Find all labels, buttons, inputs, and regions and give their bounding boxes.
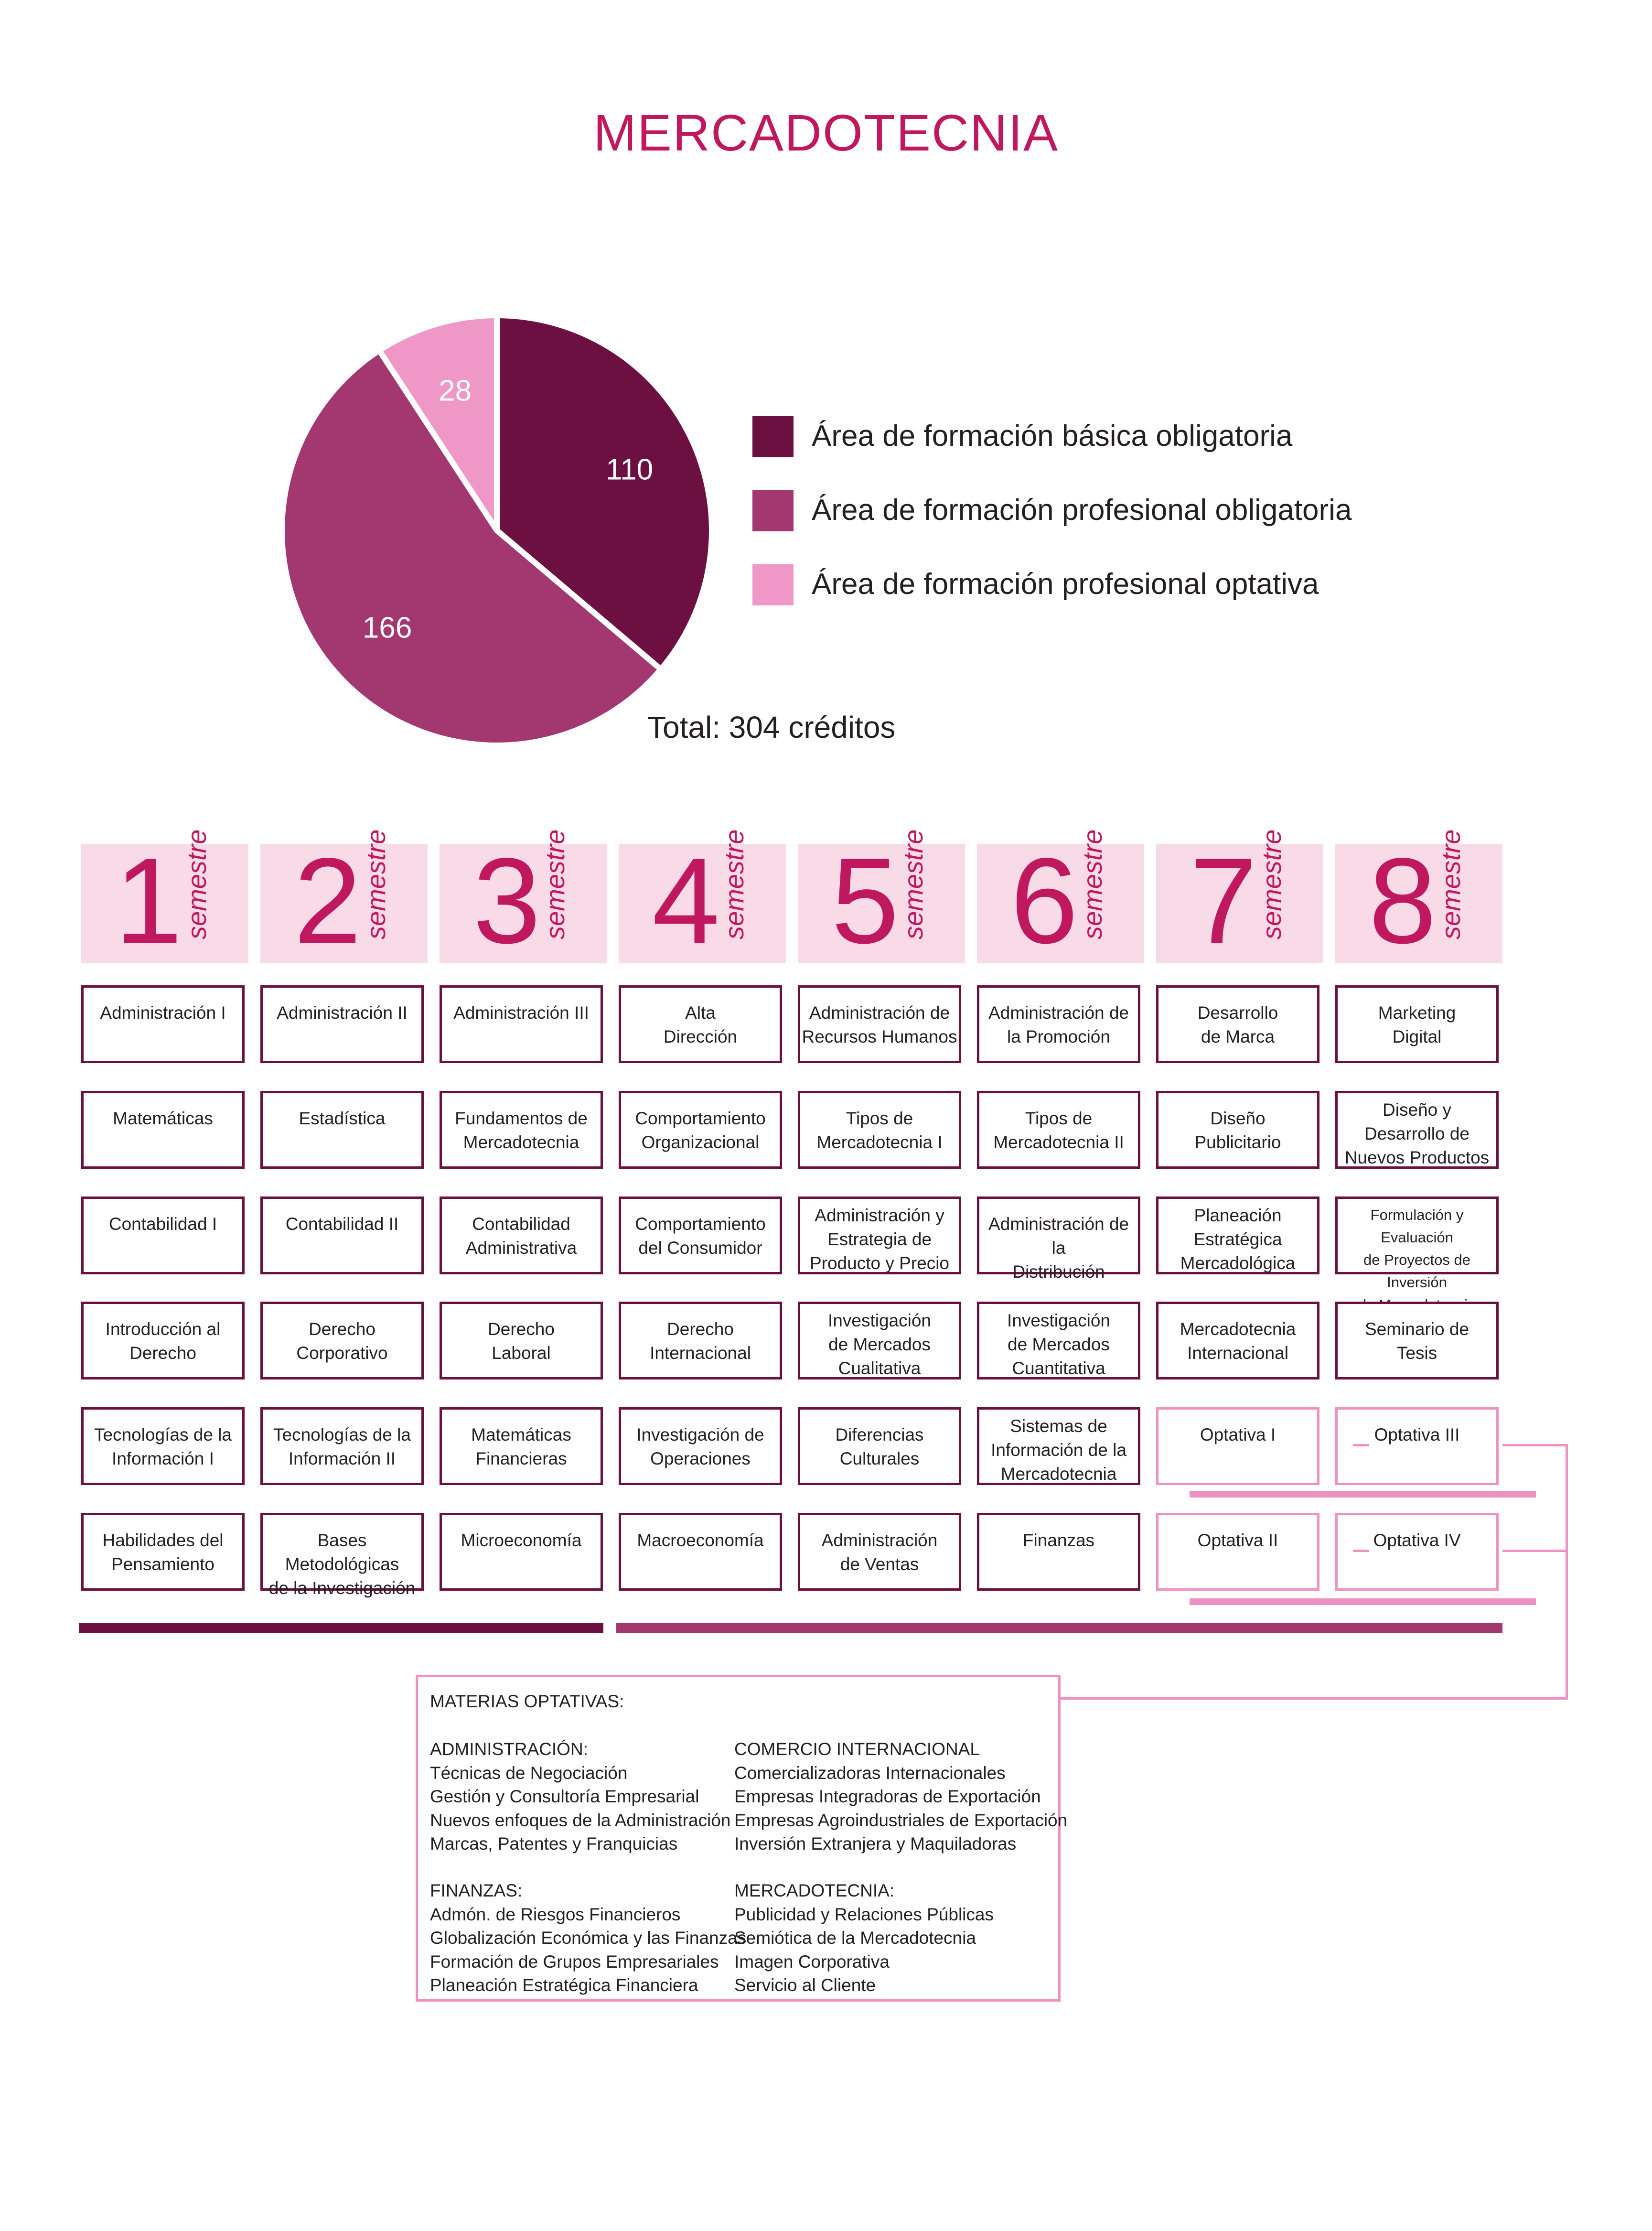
course-name: Administración de Recursos Humanos bbox=[802, 1003, 957, 1046]
semester-label: semestre bbox=[1256, 829, 1287, 939]
course-cell bbox=[798, 985, 961, 1063]
course-cell bbox=[260, 1302, 424, 1380]
course-name: Administración II bbox=[277, 1003, 408, 1023]
course-name: Comportamiento Organizacional bbox=[635, 1109, 766, 1152]
course-name: Contabilidad I bbox=[108, 1214, 217, 1234]
course-name: Matemáticas Financieras bbox=[471, 1425, 571, 1468]
course-name: Optativa I bbox=[1200, 1425, 1276, 1444]
course-cell bbox=[1156, 1091, 1319, 1169]
course-cell bbox=[619, 1091, 782, 1169]
group-title: MERCADOTECNIA: bbox=[734, 1881, 895, 1900]
course-cell bbox=[440, 985, 603, 1063]
group-item: Planeación Estratégica Financiera bbox=[430, 1975, 698, 1995]
course-cell bbox=[440, 1196, 603, 1274]
course-name: Matemáticas bbox=[113, 1109, 213, 1128]
course-name: Habilidades del Pensamiento bbox=[102, 1530, 224, 1574]
course-cell bbox=[1156, 1302, 1319, 1380]
course-cell bbox=[1335, 1302, 1499, 1380]
course-cell bbox=[81, 1196, 245, 1274]
credits-pie-chart bbox=[268, 301, 726, 760]
course-cell bbox=[81, 985, 245, 1063]
group-title: COMERCIO INTERNACIONAL bbox=[734, 1739, 980, 1759]
semester-number: 2 bbox=[294, 833, 362, 969]
legend-swatch bbox=[752, 564, 794, 605]
group-item: Comercializadoras Internacionales bbox=[734, 1763, 1006, 1783]
course-cell bbox=[619, 1302, 782, 1380]
course-name: Derecho Internacional bbox=[650, 1319, 751, 1363]
group-item: Admón. de Riesgos Financieros bbox=[430, 1904, 681, 1924]
course-name: Comportamiento del Consumidor bbox=[635, 1214, 766, 1258]
legend-swatch bbox=[752, 416, 794, 457]
semester-header-8 bbox=[1335, 829, 1502, 969]
optativas-heading: MATERIAS OPTATIVAS: bbox=[430, 1692, 624, 1711]
course-cell bbox=[1335, 985, 1499, 1063]
course-name: Administración de la Promoción bbox=[988, 1003, 1129, 1046]
semester-number: 1 bbox=[115, 833, 182, 969]
group-title: ADMINISTRACIÓN: bbox=[430, 1739, 588, 1759]
group-item: Publicidad y Relaciones Públicas bbox=[734, 1904, 994, 1924]
course-cell bbox=[798, 1302, 961, 1380]
connector-line bbox=[1061, 1697, 1568, 1700]
semester-label: semestre bbox=[540, 829, 570, 939]
semester-label: semestre bbox=[1077, 829, 1107, 939]
course-cell bbox=[1335, 1091, 1499, 1169]
course-cell bbox=[260, 985, 424, 1063]
course-name: Administración I bbox=[100, 1003, 226, 1023]
course-name: Planeación Estratégica Mercadológica bbox=[1180, 1206, 1296, 1273]
optativa-bar bbox=[1190, 1598, 1536, 1605]
semester-label: semestre bbox=[1436, 829, 1466, 939]
group-item: Formación de Grupos Empresariales bbox=[430, 1951, 719, 1972]
course-name: Bases Metodológicas de la Investigación bbox=[268, 1530, 416, 1598]
course-cell bbox=[260, 1091, 424, 1169]
semester-number: 7 bbox=[1190, 833, 1257, 969]
connector-line bbox=[1502, 1550, 1567, 1552]
course-name: Fundamentos de Mercadotecnia bbox=[455, 1109, 588, 1152]
course-cell bbox=[1156, 1513, 1319, 1591]
course-cell bbox=[619, 1407, 782, 1485]
course-cell bbox=[81, 1302, 245, 1380]
course-name: Contabilidad II bbox=[285, 1214, 399, 1234]
course-name: Optativa III bbox=[1374, 1425, 1460, 1444]
course-name: Desarrollo de Marca bbox=[1197, 1003, 1278, 1046]
course-cell bbox=[798, 1091, 961, 1169]
course-name: Optativa II bbox=[1197, 1530, 1278, 1550]
group-item: Globalización Económica y las Finanzas bbox=[430, 1928, 747, 1948]
course-name: Microeconomía bbox=[461, 1530, 582, 1550]
course-name: Marketing Digital bbox=[1378, 1003, 1456, 1046]
course-cell bbox=[798, 1513, 961, 1591]
semester-header-2 bbox=[260, 829, 428, 969]
course-cell bbox=[977, 1407, 1140, 1485]
semester-number: 5 bbox=[831, 833, 899, 969]
course-cell bbox=[798, 1407, 961, 1485]
course-name: Estadística bbox=[299, 1109, 386, 1128]
course-name: Finanzas bbox=[1022, 1530, 1095, 1550]
course-cell bbox=[977, 1091, 1140, 1169]
course-cell bbox=[81, 1513, 245, 1591]
optativas-box bbox=[416, 1675, 1068, 2002]
pie-value-label: 110 bbox=[606, 453, 654, 486]
course-name: Tipos de Mercadotecnia II bbox=[993, 1109, 1124, 1152]
course-cell bbox=[977, 985, 1140, 1063]
optativa-group bbox=[734, 1879, 1050, 1997]
basic-area-bar bbox=[79, 1623, 603, 1633]
group-item: Técnicas de Negociación bbox=[430, 1763, 628, 1783]
course-cell bbox=[977, 1196, 1140, 1282]
group-item: Imagen Corporativa bbox=[734, 1951, 890, 1972]
group-item: Marcas, Patentes y Franquicias bbox=[430, 1834, 678, 1854]
total-credits: Total: 304 créditos bbox=[647, 710, 896, 744]
course-name: Tecnologías de la Información II bbox=[273, 1425, 411, 1468]
course-cell bbox=[977, 1513, 1140, 1591]
legend-label: Área de formación básica obligatoria bbox=[812, 420, 1293, 453]
semester-number: 4 bbox=[652, 833, 720, 969]
course-cell bbox=[440, 1513, 603, 1591]
course-name: Administración de la Distribución bbox=[988, 1214, 1129, 1282]
semester-label: semestre bbox=[719, 829, 749, 939]
legend-label: Área de formación profesional obligatoria bbox=[812, 494, 1352, 527]
course-cell bbox=[798, 1196, 961, 1274]
course-name: Tecnologías de la Información I bbox=[94, 1425, 232, 1468]
course-name: Investigación de Mercados Cuantitativa bbox=[1007, 1311, 1110, 1378]
course-cell bbox=[977, 1302, 1140, 1380]
course-cell bbox=[260, 1196, 424, 1274]
legend-swatch bbox=[752, 490, 794, 531]
optativa-marker bbox=[1353, 1444, 1369, 1446]
course-cell bbox=[440, 1302, 603, 1380]
optativa-group bbox=[734, 1737, 1068, 1856]
semester-header-1 bbox=[81, 829, 248, 969]
page-title: MERCADOTECNIA bbox=[593, 104, 1059, 162]
optativa-marker bbox=[1353, 1550, 1369, 1552]
optativa-group bbox=[430, 1879, 745, 1997]
pie-value-label: 28 bbox=[439, 374, 472, 408]
semester-number: 3 bbox=[473, 833, 541, 969]
semester-number: 8 bbox=[1369, 833, 1437, 969]
course-name: Seminario de Tesis bbox=[1364, 1319, 1469, 1363]
course-name: Derecho Corporativo bbox=[296, 1319, 388, 1363]
legend-label: Área de formación profesional optativa bbox=[812, 568, 1319, 601]
course-cell bbox=[619, 1196, 782, 1274]
semester-header-6 bbox=[977, 829, 1144, 969]
connector-line bbox=[1502, 1444, 1567, 1446]
optativa-bar bbox=[1190, 1491, 1536, 1498]
group-item: Inversión Extranjera y Maquiladoras bbox=[734, 1834, 1017, 1854]
group-item: Servicio al Cliente bbox=[734, 1975, 876, 1995]
course-name: Introducción al Derecho bbox=[105, 1319, 221, 1363]
course-name: Contabilidad Administrativa bbox=[465, 1214, 577, 1258]
group-item: Nuevos enfoques de la Administración bbox=[430, 1810, 731, 1830]
course-name: Derecho Laboral bbox=[488, 1319, 555, 1363]
semester-label: semestre bbox=[361, 829, 391, 939]
course-name: Optativa IV bbox=[1373, 1530, 1461, 1550]
course-name: Tipos de Mercadotecnia I bbox=[816, 1109, 943, 1152]
professional-area-bar bbox=[616, 1623, 1502, 1633]
course-name: Investigación de Mercados Cualitativa bbox=[828, 1311, 931, 1378]
course-cell bbox=[1156, 1407, 1319, 1485]
course-cell bbox=[81, 1091, 245, 1169]
semester-number: 6 bbox=[1010, 833, 1078, 969]
group-item: Semiótica de la Mercadotecnia bbox=[734, 1928, 976, 1948]
group-item: Gestión y Consultoría Empresarial bbox=[430, 1787, 699, 1806]
group-item: Empresas Integradoras de Exportación bbox=[734, 1787, 1041, 1806]
course-cell bbox=[260, 1407, 424, 1485]
semester-header-4 bbox=[619, 829, 786, 969]
semester-label: semestre bbox=[898, 829, 928, 939]
connector-line bbox=[1566, 1444, 1568, 1700]
course-cell bbox=[619, 985, 782, 1063]
course-cell bbox=[440, 1091, 603, 1169]
course-cell bbox=[1156, 985, 1319, 1063]
course-name: Formulación y Evaluación de Proyectos de Inversión bbox=[1363, 1207, 1471, 1291]
course-name: Diseño Publicitario bbox=[1194, 1109, 1281, 1152]
course-cell bbox=[1156, 1196, 1319, 1274]
course-name: Administración y Estrategia de Producto y Precio bbox=[809, 1206, 950, 1273]
course-name: Diseño y Desarrollo de Nuevos Productos bbox=[1344, 1100, 1490, 1167]
group-item: Empresas Agroindustriales de Exportación bbox=[734, 1810, 1068, 1830]
course-cell bbox=[440, 1407, 603, 1485]
semester-header-3 bbox=[440, 829, 607, 969]
semester-header-5 bbox=[798, 829, 965, 969]
course-name: Administración de Ventas bbox=[821, 1530, 938, 1574]
group-title: FINANZAS: bbox=[430, 1881, 523, 1900]
course-cell bbox=[260, 1513, 424, 1598]
course-cell bbox=[81, 1407, 245, 1485]
optativa-group bbox=[430, 1737, 745, 1856]
course-name: Alta Dirección bbox=[663, 1003, 738, 1046]
semester-label: semestre bbox=[182, 829, 212, 939]
course-name: Administración III bbox=[453, 1003, 589, 1023]
course-cell bbox=[619, 1513, 782, 1591]
semester-header-7 bbox=[1156, 829, 1323, 969]
course-name: Diferencias Culturales bbox=[835, 1425, 924, 1468]
course-name: Investigación de Operaciones bbox=[636, 1425, 764, 1468]
course-name: Mercadotecnia Internacional bbox=[1180, 1319, 1296, 1363]
course-cell bbox=[1335, 1196, 1499, 1291]
pie-value-label: 166 bbox=[362, 611, 412, 645]
course-name: Sistemas de Información de la Mercadotecnia bbox=[991, 1416, 1126, 1484]
course-name: Macroeconomía bbox=[637, 1530, 764, 1550]
